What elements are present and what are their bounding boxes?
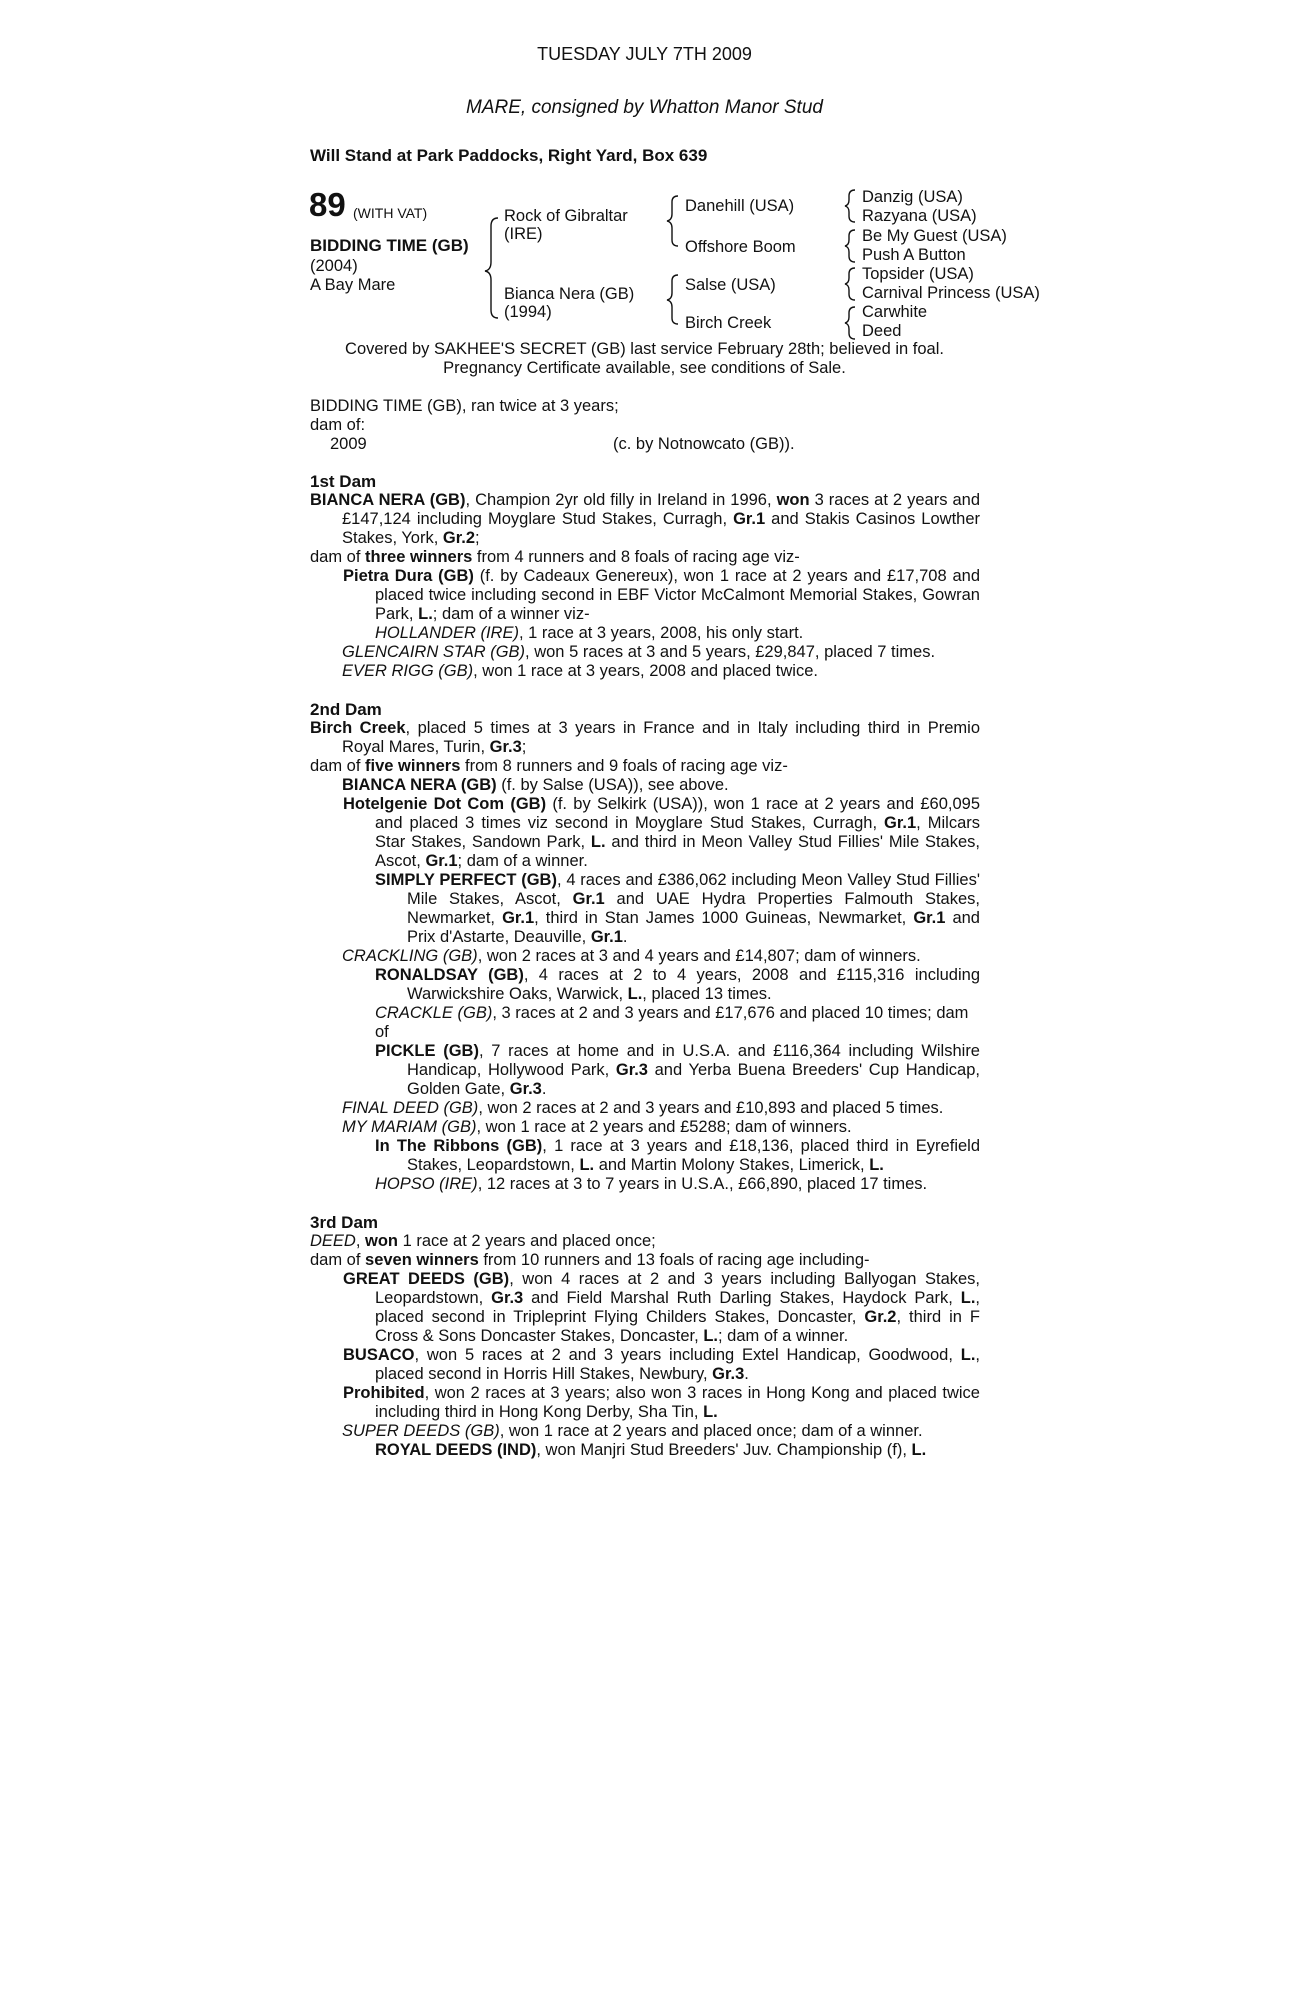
text: from 10 runners and 13 foals of racing age including- [478, 1251, 870, 1269]
winners-count: seven winners [365, 1251, 479, 1269]
horse-description: A Bay Mare [310, 276, 396, 294]
dam-name: Bianca Nera (GB) [504, 285, 635, 303]
produce-line: BIDDING TIME (GB), ran twice at 3 years; [310, 397, 619, 415]
grade-label: Gr.2 [864, 1308, 897, 1326]
progeny-entry [310, 1422, 980, 1441]
ds-sire: Topsider (USA) [862, 265, 974, 283]
grade-label: Gr.2 [442, 529, 476, 547]
text: from 8 runners and 9 foals of racing age viz- [460, 757, 788, 775]
progeny-entry [310, 871, 980, 947]
text: . [622, 928, 628, 946]
progeny-entry [310, 776, 980, 795]
progeny-entry [310, 1099, 980, 1118]
text: , won 1 race at 3 years, 2008 and placed twice. [473, 662, 818, 680]
progeny-name: MY MARIAM (GB) [342, 1118, 477, 1136]
produce-foal: (c. by Notnowcato (GB)). [613, 435, 795, 453]
text: , placed second in Horris Hill Stakes, Newbury, [375, 1346, 980, 1383]
grade-label: L. [869, 1156, 884, 1174]
progeny-name: In The Ribbons (GB) [375, 1137, 543, 1155]
progeny-entry [310, 795, 980, 871]
first-dam-produce-summary [310, 548, 980, 567]
text: , 1 race at 3 years, 2008, his only start. [518, 624, 804, 642]
dam-dam: Birch Creek [685, 314, 772, 332]
produce-damof: dam of: [310, 416, 366, 434]
text: from 4 runners and 8 foals of racing age viz- [472, 548, 800, 566]
dd-sire: Carwhite [862, 303, 928, 321]
text: and UAE Hydra Properties Falmouth Stakes, Newmarket, [407, 890, 980, 927]
grade-label: L. [590, 833, 606, 851]
text: ; dam of a winner viz- [432, 605, 590, 623]
ss-brace [845, 190, 855, 222]
text: (f. by Salse (USA)), see above. [496, 776, 729, 794]
sd-sire: Be My Guest (USA) [862, 227, 1007, 245]
grade-label: Gr.1 [502, 909, 535, 927]
text: , 1 race at 3 years and £18,136, placed third in Eyrefield Stakes, Leopardstown, [407, 1137, 980, 1174]
won-label: won [776, 491, 810, 509]
text: , placed 5 times at 3 years in France and in Italy including third in Premio Royal Mares, Turin, [342, 719, 980, 756]
progeny-entry [310, 1004, 980, 1042]
text: , won 1 race at 2 years and placed once; dam of a winner. [499, 1422, 923, 1440]
grade-label: Gr.1 [572, 890, 605, 908]
dam-name: Birch Creek [310, 719, 406, 737]
progeny-name: BIANCA NERA (GB) [342, 776, 497, 794]
grade-label: L. [911, 1441, 927, 1459]
sd-dam: Push A Button [862, 246, 966, 264]
pregnancy-line: Pregnancy Certificate available, see conditions of Sale. [443, 359, 846, 377]
text: dam of [310, 548, 366, 566]
grade-label: Gr.1 [733, 510, 766, 528]
grade-label: Gr.1 [884, 814, 917, 832]
sire-brace [667, 196, 678, 246]
winners-count: three winners [365, 548, 473, 566]
text: (f. by Selkirk (USA)), won 1 race at 2 years and £60,095 and placed 3 times viz second in Moyglare Stud Stakes, Curragh, [375, 795, 980, 832]
progeny-name: BUSACO [343, 1346, 415, 1364]
grade-label: L. [627, 985, 643, 1003]
grade-label: Gr.3 [509, 1080, 542, 1098]
first-dam-entry [310, 491, 980, 548]
text: , Champion 2yr old filly in Ireland in 1996, [465, 491, 777, 509]
progeny-name: Hotelgenie Dot Com (GB) [343, 795, 547, 813]
sire-dam: Offshore Boom [685, 238, 796, 256]
progeny-name: SIMPLY PERFECT (GB) [375, 871, 557, 889]
dam-name: DEED [310, 1232, 356, 1250]
progeny-entry [310, 567, 980, 624]
text: , won 2 races at 2 and 3 years and £10,893 and placed 5 times. [478, 1099, 944, 1117]
first-dam-heading: 1st Dam [310, 472, 377, 491]
covering-line: Covered by SAKHEE'S SECRET (GB) last service February 28th; believed in foal. [345, 340, 944, 358]
second-dam-produce-summary [310, 757, 980, 776]
text: and Yerba Buena Breeders' Cup Handicap, Golden Gate, [407, 1061, 980, 1098]
text: dam of [310, 1251, 366, 1269]
sire-country: (IRE) [504, 225, 543, 243]
third-dam-produce-summary [310, 1251, 980, 1270]
sire-sire: Danehill (USA) [685, 197, 795, 215]
text: , 3 races at 2 and 3 years and £17,676 and placed 10 times; dam of [375, 1004, 969, 1041]
third-dam-entry [310, 1232, 980, 1251]
text: . [541, 1080, 547, 1098]
second-dam-entry [310, 719, 980, 757]
text: , third in F Cross & Sons Doncaster Stakes, Doncaster, [375, 1308, 980, 1345]
text: ; [521, 738, 527, 756]
progeny-entry [310, 1042, 980, 1099]
text: , won 4 races at 2 and 3 years including Ballyogan Stakes, Leopardstown, [375, 1270, 981, 1307]
text: , [355, 1232, 366, 1250]
progeny-name: SUPER DEEDS (GB) [342, 1422, 500, 1440]
third-dam-heading: 3rd Dam [310, 1213, 379, 1232]
progeny-entry [310, 1118, 980, 1137]
text: , won 5 races at 3 and 5 years, £29,847, placed 7 times. [525, 643, 936, 661]
dd-dam: Deed [862, 322, 902, 340]
progeny-entry [310, 1137, 980, 1175]
grade-label: L. [960, 1346, 976, 1364]
grade-label: Gr.1 [425, 852, 458, 870]
progeny-name: GLENCAIRN STAR (GB) [342, 643, 526, 661]
won-label: won [365, 1232, 399, 1250]
progeny-name: HOLLANDER (IRE) [375, 624, 519, 642]
text: ; [475, 529, 480, 547]
vat-note: (WITH VAT) [353, 205, 428, 221]
horse-name: BIDDING TIME (GB) [310, 236, 469, 255]
text: , Milcars Star Stakes, Sandown Park, [375, 814, 980, 851]
grade-label: L. [703, 1327, 718, 1345]
dam-sire: Salse (USA) [685, 276, 776, 294]
horse-year: (2004) [310, 257, 358, 275]
grade-label: Gr.3 [615, 1061, 648, 1079]
grade-label: Gr.3 [491, 1289, 524, 1307]
ds-dam: Carnival Princess (USA) [862, 284, 1040, 302]
progeny-entry [310, 947, 980, 966]
text: (f. by Cadeaux Genereux), won 1 race at 2 years and £17,708 and placed twice including second in EBF Victor McCalmont Memorial Stakes, Gowran Park, [375, 567, 980, 623]
text: , placed second in Tripleprint Flying Childers Stakes, Doncaster, [375, 1289, 981, 1326]
text: , third in Stan James 1000 Guineas, Newmarket, [534, 909, 914, 927]
pedigree-braces [0, 0, 1289, 340]
progeny-name: CRACKLE (GB) [375, 1004, 493, 1022]
sire-name: Rock of Gibraltar [504, 207, 628, 225]
grade-label: L. [579, 1156, 595, 1174]
dam-year: (1994) [504, 303, 552, 321]
progeny-entry [310, 1384, 980, 1422]
text: . [744, 1365, 749, 1383]
text: , placed 13 times. [642, 985, 772, 1003]
text: and Prix d'Astarte, Deauville, [407, 909, 980, 946]
progeny-name: FINAL DEED (GB) [342, 1099, 479, 1117]
location-line: Will Stand at Park Paddocks, Right Yard, Box 639 [310, 146, 708, 165]
grade-label: L. [960, 1289, 976, 1307]
text: dam of [310, 757, 366, 775]
progeny-name: EVER RIGG (GB) [342, 662, 474, 680]
dam-name: BIANCA NERA (GB) [310, 491, 466, 509]
grade-label: Gr.3 [712, 1365, 745, 1383]
text: ; dam of a winner. [717, 1327, 849, 1345]
sale-date: TUESDAY JULY 7TH 2009 [537, 44, 752, 64]
progeny-name: CRACKLING (GB) [342, 947, 478, 965]
dam-brace [667, 275, 678, 324]
grade-label: Gr.1 [913, 909, 946, 927]
progeny-name: Pietra Dura (GB) [343, 567, 474, 585]
progeny-name: GREAT DEEDS (GB) [343, 1270, 510, 1288]
text: , 7 races at home and in U.S.A. and £116,364 including Wilshire Handicap, Hollywood Park, [407, 1042, 980, 1079]
text: and Stakis Casinos Lowther Stakes, York, [342, 510, 980, 547]
progeny-entry [310, 966, 980, 1004]
progeny-entry [310, 643, 980, 662]
grade-label: Gr.1 [590, 928, 623, 946]
text: , won 2 races at 3 and 4 years and £14,807; dam of winners. [477, 947, 921, 965]
text: 3 races at 2 years and £147,124 including Moyglare Stud Stakes, Curragh, [342, 491, 980, 528]
dd-brace [845, 307, 855, 339]
main-brace [485, 218, 498, 318]
text: , won Manjri Stud Breeders' Juv. Championship (f), [536, 1441, 912, 1459]
text: , 4 races and £386,062 including Meon Valley Stud Fillies' Mile Stakes, Ascot, [407, 871, 980, 908]
second-dam-heading: 2nd Dam [310, 700, 382, 719]
progeny-entry [310, 662, 980, 681]
progeny-name: Prohibited [343, 1384, 425, 1402]
grade-label: L. [703, 1403, 718, 1421]
progeny-name: PICKLE (GB) [375, 1042, 479, 1060]
progeny-entry [310, 1441, 980, 1460]
progeny-entry [310, 1175, 980, 1194]
ds-brace [845, 268, 855, 300]
text: , won 5 races at 2 and 3 years including Extel Handicap, Goodwood, [414, 1346, 961, 1364]
text: and Martin Molony Stakes, Limerick, [594, 1156, 870, 1174]
ss-dam: Razyana (USA) [862, 207, 977, 225]
progeny-name: HOPSO (IRE) [375, 1175, 478, 1193]
sd-brace [845, 230, 855, 262]
progeny-name: RONALDSAY (GB) [375, 966, 524, 984]
progeny-entry [310, 1270, 980, 1346]
text: and Field Marshal Ruth Darling Stakes, Haydock Park, [523, 1289, 961, 1307]
winners-count: five winners [365, 757, 461, 775]
text: ; dam of a winner. [457, 852, 588, 870]
progeny-name: ROYAL DEEDS (IND) [375, 1441, 537, 1459]
family-section [310, 472, 980, 1460]
text: , won 2 races at 3 years; also won 3 races in Hong Kong and placed twice including third in Hong Kong Derby, Sha Tin, [375, 1384, 980, 1421]
grade-label: Gr.3 [489, 738, 522, 756]
text: , 4 races at 2 to 4 years, 2008 and £115,316 including Warwickshire Oaks, Warwick, [407, 966, 980, 1003]
text: 1 race at 2 years and placed once; [398, 1232, 656, 1250]
ss-sire: Danzig (USA) [862, 188, 963, 206]
text: , 12 races at 3 to 7 years in U.S.A., £66,890, placed 17 times. [477, 1175, 928, 1193]
progeny-entry [310, 1346, 980, 1384]
progeny-entry [310, 624, 980, 643]
lot-number: 89 [309, 186, 346, 223]
produce-year: 2009 [330, 435, 367, 453]
text: and third in Meon Valley Stud Fillies' Mile Stakes, Ascot, [375, 833, 980, 870]
grade-label: L. [418, 605, 433, 623]
text: , won 1 race at 2 years and £5288; dam of winners. [476, 1118, 852, 1136]
consignor-line: MARE, consigned by Whatton Manor Stud [466, 97, 823, 118]
